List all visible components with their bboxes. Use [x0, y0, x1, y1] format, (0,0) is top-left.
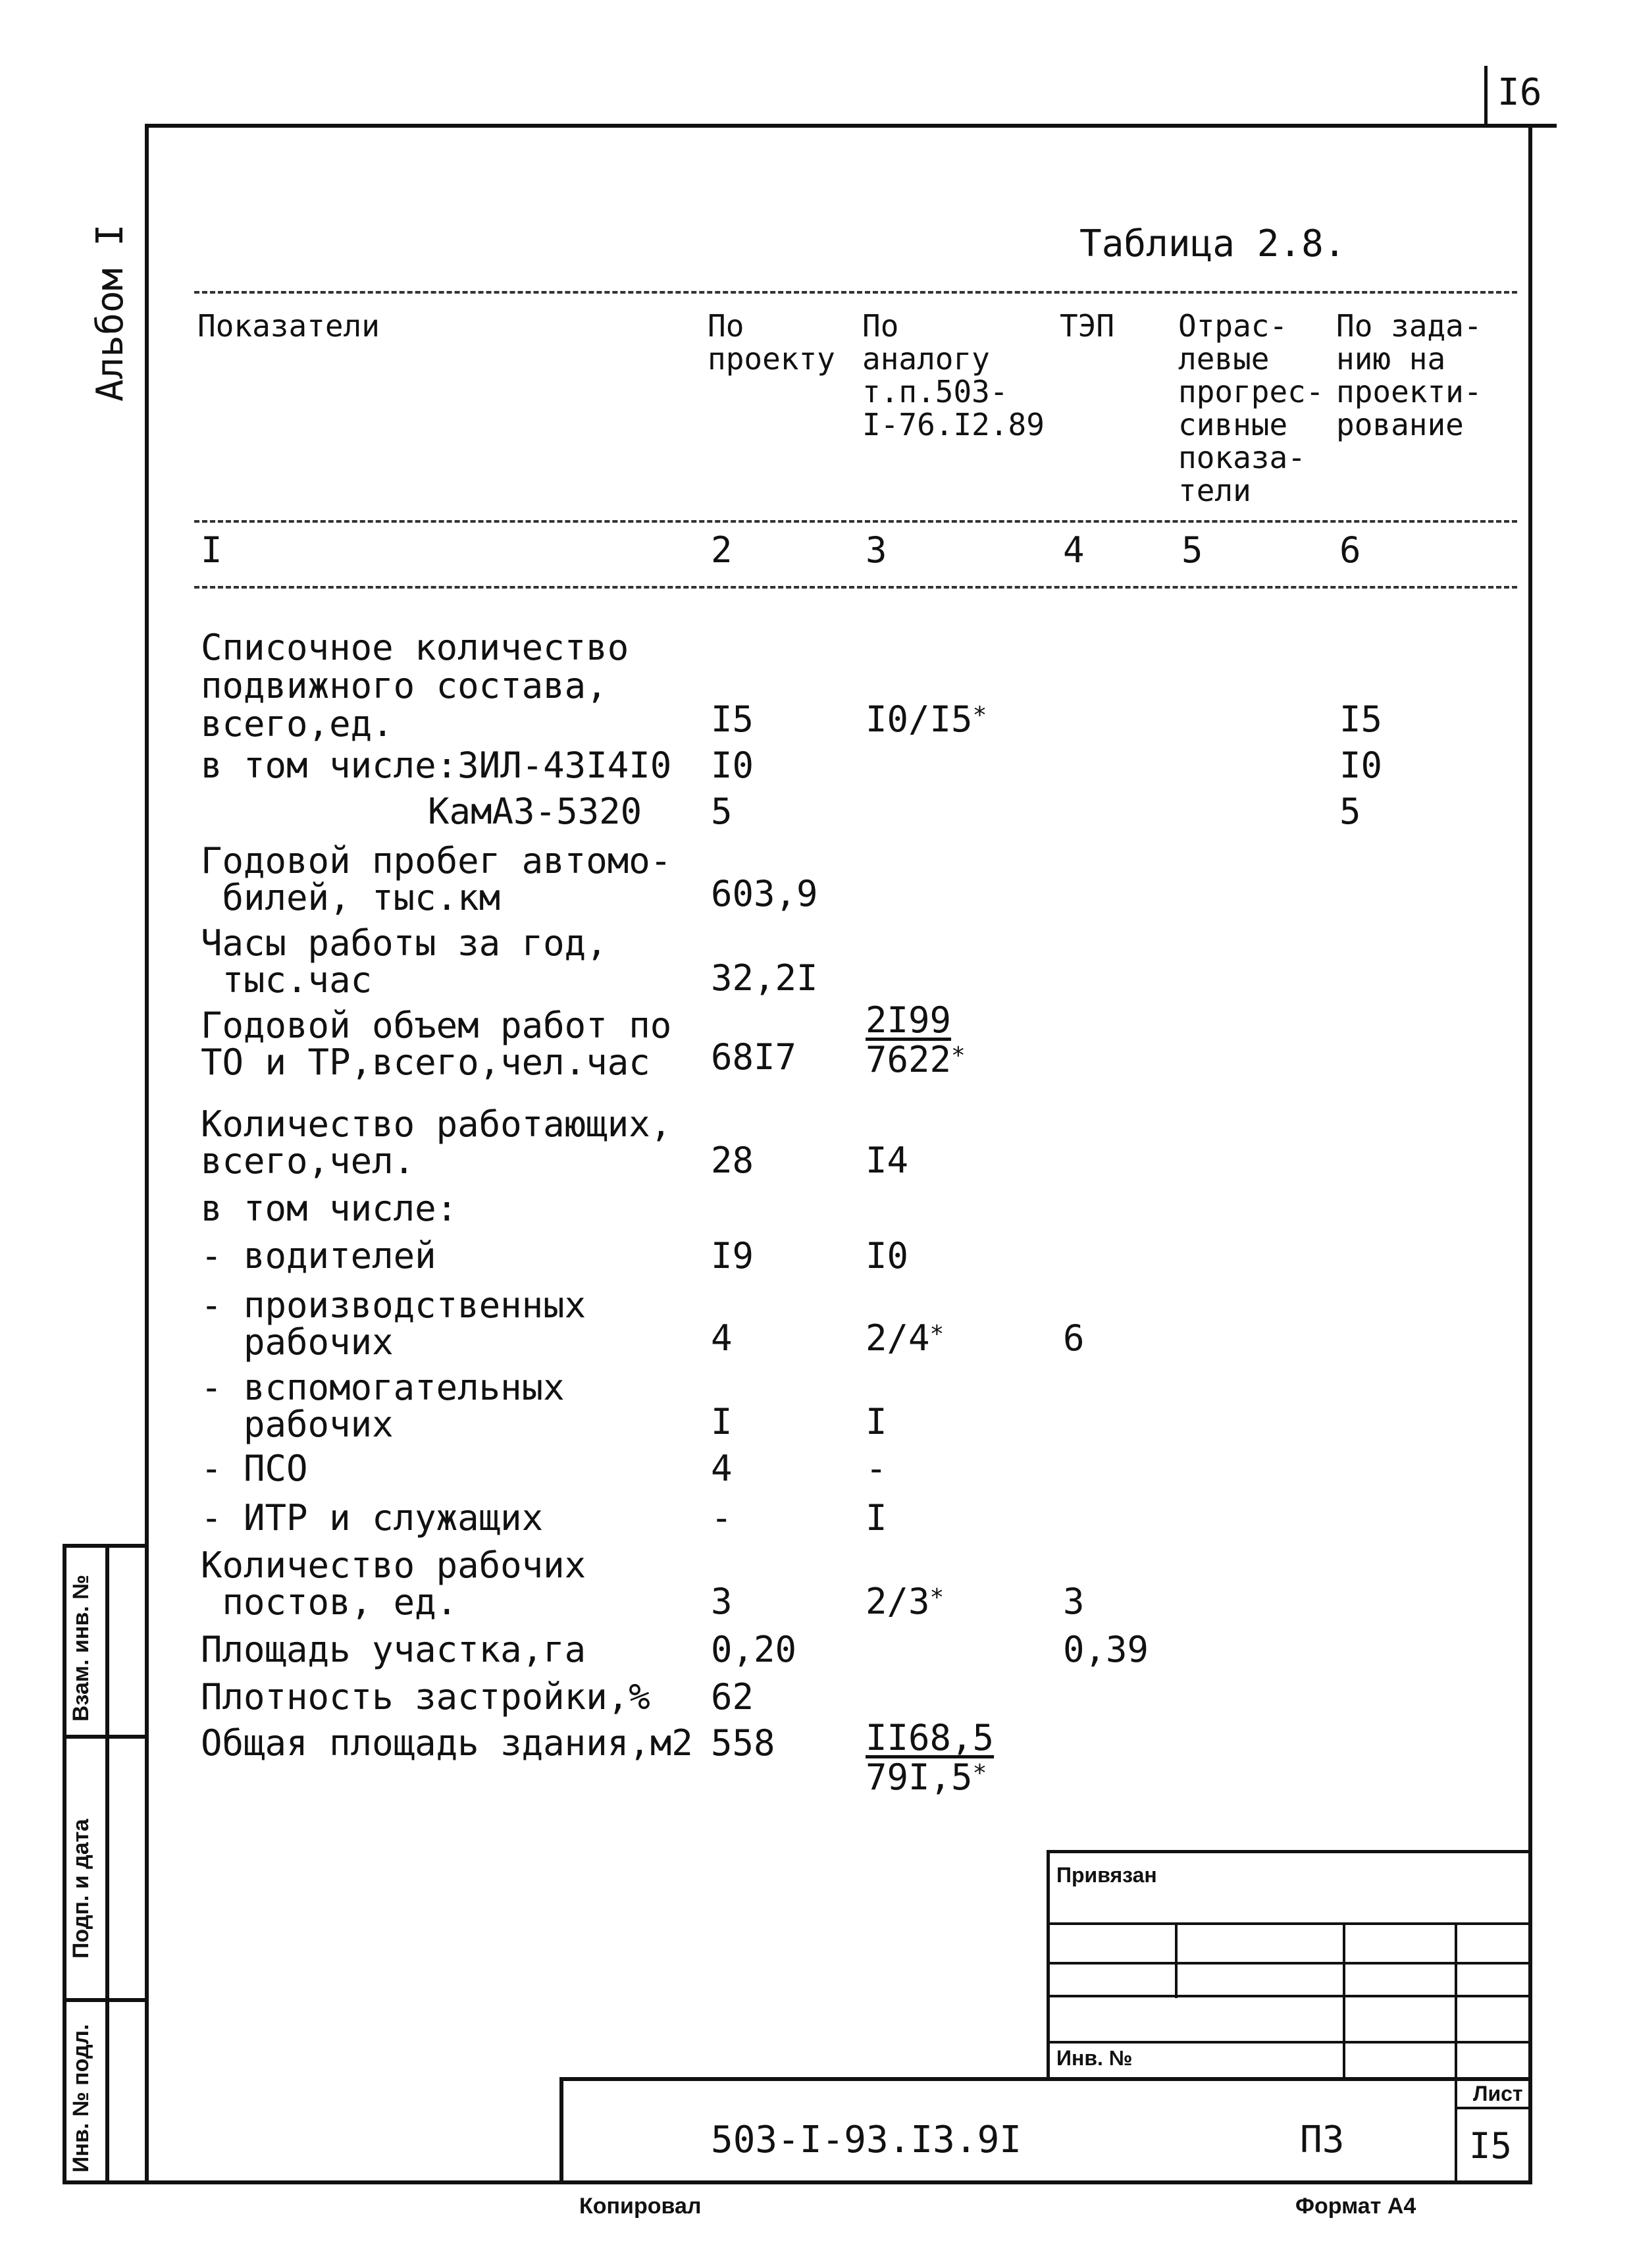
- stamp-left: [1047, 1850, 1050, 2080]
- stamp-line-2: [1047, 1962, 1532, 1965]
- sheet-label: Лист: [1473, 2082, 1523, 2105]
- table-row-label: Годовой объем работ по ТО и ТР,всего,чел.час: [201, 1005, 672, 1083]
- table-row-c4: 3: [1063, 1581, 1085, 1622]
- table-row-c3-fraction: [866, 1001, 966, 1080]
- stamp-line-4: [1047, 2041, 1532, 2044]
- table-row-label: Годовой пробег автомо- билей, тыс.км: [201, 840, 672, 918]
- fraction-denominator: 7622*: [866, 1039, 966, 1080]
- col-header-4: ТЭП: [1060, 308, 1115, 344]
- table-row-label: в том числе:ЗИЛ-43I4I0: [201, 745, 672, 786]
- stamp-line-1: [1047, 1922, 1532, 1925]
- table-row-c2: I: [711, 1401, 733, 1442]
- sheet-label-sep: [1455, 2107, 1532, 2109]
- table-row-c2: 62: [711, 1676, 754, 1718]
- table-row-label: - водителей: [201, 1235, 436, 1277]
- side-stamp-sep2: [63, 1998, 148, 2002]
- table-row-label: Плотность застройки,%: [201, 1676, 650, 1718]
- frame-bottom: [63, 2180, 1532, 2184]
- table-row-c3: I: [866, 1497, 887, 1539]
- stamp-top: [1047, 1850, 1532, 1853]
- table-row-c2: 5: [711, 791, 733, 832]
- table-row-c2: I5: [711, 699, 754, 740]
- table-row-c2: 0,20: [711, 1629, 797, 1670]
- frame-top: [145, 124, 1557, 128]
- table-row-label: - вспомогательных рабочих: [201, 1367, 565, 1445]
- side-stamp-divider: [105, 1544, 109, 2184]
- album-label: Альбом I: [89, 224, 132, 402]
- table-row-label: в том числе:: [201, 1188, 458, 1229]
- footer-format: Формат А4: [1295, 2194, 1416, 2219]
- side-stamp-outer: [63, 1544, 66, 2184]
- table-row-c2: I0: [711, 745, 754, 786]
- table-row-label: КамАЗ-5320: [428, 791, 642, 832]
- table-row-label: - ИТР и служащих: [201, 1497, 544, 1539]
- side-stamp-podp-data: Подп. и дата: [68, 1818, 93, 1959]
- table-row-label: Общая площадь здания,м2: [201, 1722, 693, 1764]
- table-row-c3: I: [866, 1401, 887, 1442]
- col-number-2: 2: [711, 529, 733, 571]
- table-row-label: - ПСО: [201, 1448, 308, 1489]
- side-stamp-inv-podl: Инв. № подл.: [68, 2024, 93, 2173]
- title-block-top: [559, 2077, 1532, 2081]
- table-rule-top: [194, 291, 1517, 294]
- stamp-inv-no: Инв. №: [1056, 2046, 1133, 2070]
- title-block-left: [559, 2077, 563, 2182]
- table-row-c2: 4: [711, 1448, 733, 1489]
- side-stamp-vzam-inv: Взам. инв. №: [68, 1574, 93, 1722]
- fraction-numerator: 2I99: [866, 999, 952, 1041]
- table-row-c2: 32,2I: [711, 957, 818, 999]
- table-row-c2: 558: [711, 1722, 775, 1764]
- side-stamp-top: [63, 1544, 148, 1548]
- table-row-c2: -: [711, 1497, 733, 1539]
- fraction-denominator: 79I,5*: [866, 1756, 987, 1798]
- col-header-5: Отрас- левые прогрес- сивные показа- тели: [1178, 308, 1324, 508]
- table-row-label: Списочное количество подвижного состава, всего,ед.: [201, 627, 629, 745]
- table-row-label: Количество рабочих постов, ед.: [201, 1544, 586, 1623]
- table-row-c4: 0,39: [1063, 1629, 1149, 1670]
- table-row-c3: I0/I5*: [866, 699, 987, 740]
- col-number-3: 3: [866, 529, 887, 571]
- table-row-c3: 2/4*: [866, 1317, 945, 1359]
- table-row-c4: 6: [1063, 1317, 1085, 1359]
- table-row-c2: 68I7: [711, 1036, 797, 1078]
- side-stamp-sep1: [63, 1735, 148, 1739]
- fraction-numerator: II68,5: [866, 1717, 995, 1758]
- table-row-c2: 4: [711, 1317, 733, 1359]
- sheet-number-top: I6: [1497, 71, 1542, 114]
- table-row-c2: I9: [711, 1235, 754, 1277]
- table-row-c2: 3: [711, 1581, 733, 1622]
- table-row-label: - производственных рабочих: [201, 1284, 586, 1363]
- table-row-label: Часы работы за год, тыс.час: [201, 922, 608, 1001]
- col-header-2: По проекту: [708, 308, 835, 377]
- table-row-c2: 603,9: [711, 873, 818, 914]
- table-rule-numbers: [194, 586, 1517, 589]
- table-row-label: Площадь участка,га: [201, 1629, 586, 1670]
- stamp-privyazan: Привязан: [1056, 1863, 1157, 1887]
- col-number-5: 5: [1181, 529, 1203, 571]
- col-header-6: По зада- нию на проекти- рование: [1336, 308, 1482, 442]
- doc-code: 503-I-93.I3.9I: [711, 2119, 1022, 2161]
- stamp-vline-1: [1175, 1922, 1178, 1998]
- frame-left: [145, 124, 149, 2184]
- sheet-box-line: [1484, 66, 1488, 125]
- col-number-6: 6: [1339, 529, 1361, 571]
- doc-type: ПЗ: [1300, 2119, 1345, 2161]
- table-row-c6: I0: [1339, 745, 1383, 786]
- stamp-vline-2: [1343, 1922, 1345, 2080]
- table-row-c6: I5: [1339, 699, 1383, 740]
- sheet-value: I5: [1469, 2125, 1513, 2167]
- col-header-3: По аналогу т.п.503- I-76.I2.89: [862, 308, 1045, 442]
- table-rule-header: [194, 520, 1517, 523]
- table-row-c2: 28: [711, 1140, 754, 1181]
- table-row-c3: -: [866, 1448, 887, 1489]
- stamp-vline-3: [1455, 1922, 1457, 2180]
- table-row-label: Количество работающих, всего,чел.: [201, 1103, 672, 1182]
- table-title: Таблица 2.8.: [1079, 223, 1346, 265]
- col-number-4: 4: [1063, 529, 1085, 571]
- col-number-1: I: [201, 529, 222, 571]
- table-row-c3: I0: [866, 1235, 909, 1277]
- footer-copied: Копировал: [579, 2194, 702, 2219]
- table-row-c6: 5: [1339, 791, 1361, 832]
- col-header-1: Показатели: [197, 308, 380, 344]
- stamp-line-3: [1047, 1995, 1532, 1997]
- table-row-c3: 2/3*: [866, 1581, 945, 1622]
- table-row-c3-fraction: [866, 1718, 994, 1797]
- table-row-c3: I4: [866, 1140, 909, 1181]
- frame-right: [1528, 124, 1532, 2184]
